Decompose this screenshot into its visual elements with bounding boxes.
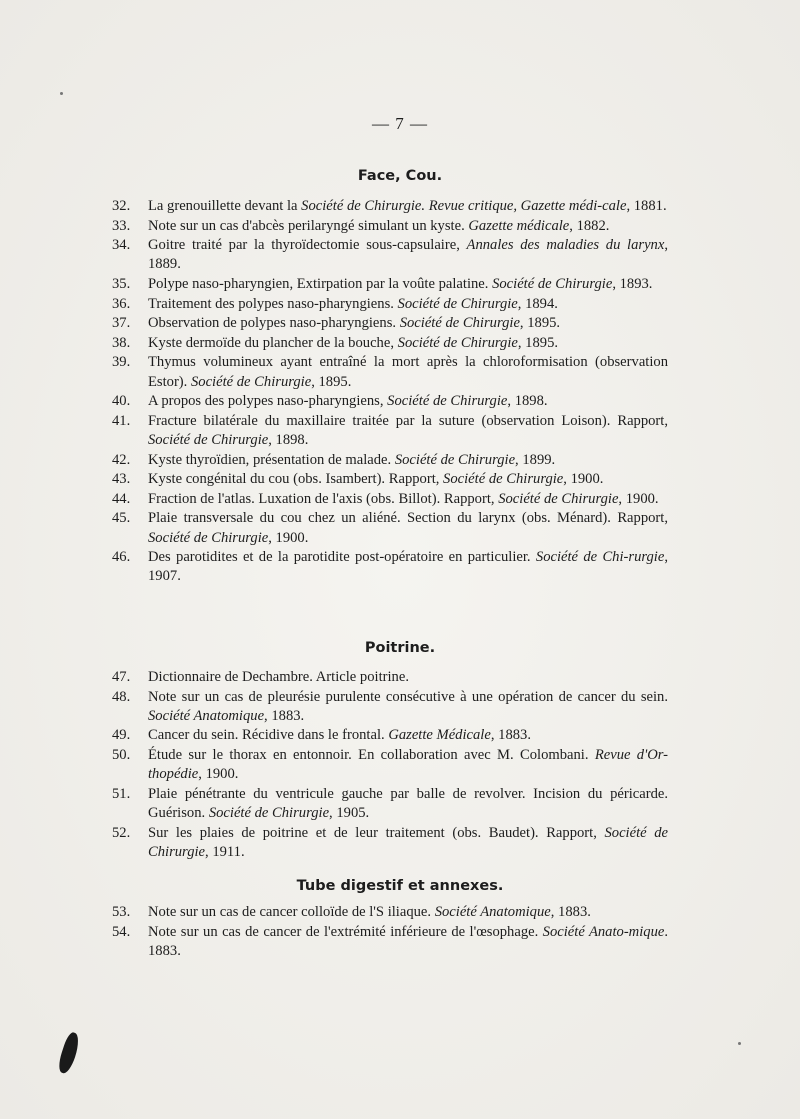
bibliography-entry — [112, 548, 668, 586]
entry-text: Plaie transversale du cou chez un aliéné. Section du larynx (obs. Ménard). Rapport, — [148, 510, 668, 527]
section-entries-poitrine — [112, 668, 668, 862]
bibliography-entry — [112, 668, 668, 687]
entry-number: 46. — [112, 549, 131, 566]
entry-text: , 1895. — [517, 334, 559, 351]
bibliography-entry — [112, 275, 668, 294]
entry-text: , 1883. — [550, 904, 591, 920]
speck — [738, 1042, 741, 1045]
entry-journal: Société de Chirurgie — [492, 275, 613, 292]
entry-text: Traitement des polypes naso-pharyngiens. — [148, 295, 398, 312]
entry-text: Cancer du sein. Récidive dans le frontal. — [148, 727, 389, 744]
entry-text: Note sur un cas de pleurésie purulente consécutive à une opération de cancer du sein. — [148, 688, 668, 705]
entry-journal: Société de Chirurgie. Revue critique, Gazette médi-cale — [301, 198, 627, 214]
entry-journal: Gazette Médicale — [388, 727, 491, 744]
entry-text: , 1900. — [618, 490, 659, 507]
entry-number: 43. — [112, 471, 131, 488]
entry-journal: Société de Chirurgie — [498, 490, 619, 507]
entry-text: Observation de polypes naso-pharyngiens. — [148, 315, 400, 332]
entry-number: 33. — [112, 217, 131, 234]
entry-journal: Société de Chi-rurgie — [535, 549, 665, 566]
entry-text: La grenouillette devant la — [148, 198, 302, 214]
bibliography-entry — [112, 451, 668, 470]
entry-text: , 1911. — [205, 843, 245, 860]
entry-text: , 1900. — [268, 529, 309, 546]
bibliography-entry — [112, 923, 668, 961]
entry-journal: Gazette médicale — [468, 217, 570, 234]
bibliography-entry — [112, 392, 668, 411]
entry-journal: Société de Chirurgie — [387, 393, 508, 410]
bibliography-entry — [112, 217, 668, 236]
entry-text: , 1900. — [198, 766, 239, 783]
entry-journal: Société de Chirurgie — [190, 373, 312, 390]
entry-number: 38. — [112, 334, 131, 351]
entry-text: Note sur un cas de cancer colloïde de l'S iliaque. — [148, 904, 435, 920]
section-entries-face-cou — [112, 197, 668, 587]
entry-text: , 1882. — [569, 217, 610, 234]
entry-journal: Société de Chirurgie — [394, 451, 516, 468]
entry-number: 39. — [112, 354, 131, 371]
entry-text: A propos des polypes naso-pharyngiens, — [148, 393, 388, 410]
entry-number: 51. — [112, 785, 131, 802]
bibliography-entry — [112, 490, 668, 509]
entry-text: Dictionnaire de Dechambre. Article poitrine. — [148, 669, 409, 685]
entry-text: , 1883. — [264, 707, 305, 724]
entry-journal: Société de Chirurgie — [148, 431, 269, 448]
bibliography-entry — [112, 785, 668, 823]
entry-text: Étude sur le thorax en entonnoir. En collaboration avec M. Colombani. — [148, 746, 595, 763]
entry-text: Fracture bilatérale du maxillaire traitée par la suture (observation Loison). Rapport, — [148, 412, 668, 429]
entry-number: 34. — [112, 237, 131, 254]
ink-blot — [56, 1031, 82, 1075]
entry-text: Sur les plaies de poitrine et de leur traitement (obs. Baudet). Rapport, — [148, 824, 605, 841]
entry-text: , 1894. — [517, 295, 558, 312]
entry-number: 54. — [112, 923, 131, 940]
entry-journal: Société de Chirurgie — [208, 804, 330, 821]
section-entries-tube-digestif — [112, 903, 668, 961]
bibliography-entry — [112, 903, 668, 922]
entry-text: Thymus volumineux ayant entraîné la mort après la chloroformisation (observation Estor). — [148, 354, 668, 390]
entry-number: 48. — [112, 688, 131, 705]
entry-text: Note sur un cas de cancer de l'extrémité inférieure de l'œsophage. — [148, 923, 543, 940]
entry-text: Kyste congénital du cou (obs. Isambert). Rapport, — [148, 471, 444, 488]
entry-text: , 1898. — [507, 393, 548, 410]
entry-journal: Annales des maladies du larynx — [466, 237, 665, 254]
entry-number: 49. — [112, 727, 131, 744]
entry-number: 37. — [112, 315, 131, 332]
speck — [60, 92, 63, 95]
entry-text: Plaie pénétrante du ventricule gauche par balle de revolver. Incision du péricarde. Guérison. — [148, 785, 668, 821]
entry-text: , 1895. — [311, 373, 352, 390]
entry-number: 52. — [112, 824, 131, 841]
entry-journal: Société Anato-mique — [542, 923, 665, 940]
bibliography-entry — [112, 688, 668, 726]
entry-text: , 1889. — [148, 237, 668, 273]
bibliography-entry — [112, 295, 668, 314]
entry-journal: Société de Chirurgie — [397, 295, 518, 312]
entry-number: 42. — [112, 451, 131, 468]
bibliography-entry — [112, 197, 668, 216]
entry-number: 50. — [112, 746, 131, 763]
entry-text: , 1899. — [515, 451, 556, 468]
bibliography-entry — [112, 509, 668, 547]
entry-text: , 1900. — [563, 471, 604, 488]
entry-number: 40. — [112, 393, 131, 410]
bibliography-entry — [112, 412, 668, 450]
entry-text: , 1881. — [626, 198, 667, 214]
entry-text: Note sur un cas d'abcès perilaryngé simulant un kyste. — [148, 217, 469, 234]
entry-journal: Société de Chirurgie — [399, 315, 520, 332]
entry-number: 44. — [112, 490, 131, 507]
bibliography-entry — [112, 726, 668, 745]
section-title-face-cou: Face, Cou. — [357, 168, 443, 184]
entry-text: . 1883. — [148, 923, 669, 959]
entry-number: 47. — [112, 669, 131, 685]
entry-journal: Société de Chirurgie — [148, 824, 669, 860]
entry-text: , 1895. — [519, 315, 561, 332]
section-title-tube-digestif: Tube digestif et annexes. — [296, 878, 504, 894]
bibliography-entry — [112, 824, 668, 862]
entry-text: , 1898. — [268, 431, 309, 448]
entry-number: 45. — [112, 510, 131, 527]
entry-text: Polype naso-pharyngien, Extirpation par la voûte palatine. — [148, 275, 493, 292]
entry-journal: Revue d'Or-thopédie — [148, 746, 668, 783]
entry-text: , 1883. — [490, 727, 531, 744]
entry-text: Kyste thyroïdien, présentation de malade. — [148, 451, 395, 468]
entry-journal: Société de Chirurgie — [397, 334, 518, 351]
entry-journal: Société Anatomique — [148, 707, 265, 724]
entry-number: 32. — [112, 198, 131, 214]
entry-text: Fraction de l'atlas. Luxation de l'axis (obs. Billot). Rapport, — [148, 490, 499, 507]
entry-text: Kyste dermoïde du plancher de la bouche, — [148, 334, 398, 351]
page-number: — 7 — — [372, 114, 428, 133]
entry-journal: Société de Chirurgie — [443, 471, 564, 488]
bibliography-entry — [112, 236, 668, 274]
bibliography-entry — [112, 353, 668, 391]
entry-text: Des parotidites et de la parotidite post-opératoire en particulier. — [148, 549, 536, 566]
entry-number: 35. — [112, 275, 131, 292]
entry-text: Goitre traité par la thyroïdectomie sous-capsulaire, — [148, 237, 467, 254]
section-title-poitrine: Poitrine. — [364, 640, 436, 656]
entry-text: , 1905. — [329, 804, 370, 821]
entry-number: 41. — [112, 412, 131, 429]
bibliography-entry — [112, 334, 668, 353]
entry-text: , 1893. — [612, 275, 653, 292]
entry-number: 53. — [112, 904, 131, 920]
entry-journal: Société Anatomique — [434, 904, 551, 920]
entry-journal: Société de Chirurgie — [148, 529, 269, 546]
bibliography-entry — [112, 314, 668, 333]
bibliography-entry — [112, 470, 668, 489]
entry-text: , 1907. — [148, 549, 668, 585]
bibliography-entry — [112, 746, 668, 784]
entry-number: 36. — [112, 295, 131, 312]
